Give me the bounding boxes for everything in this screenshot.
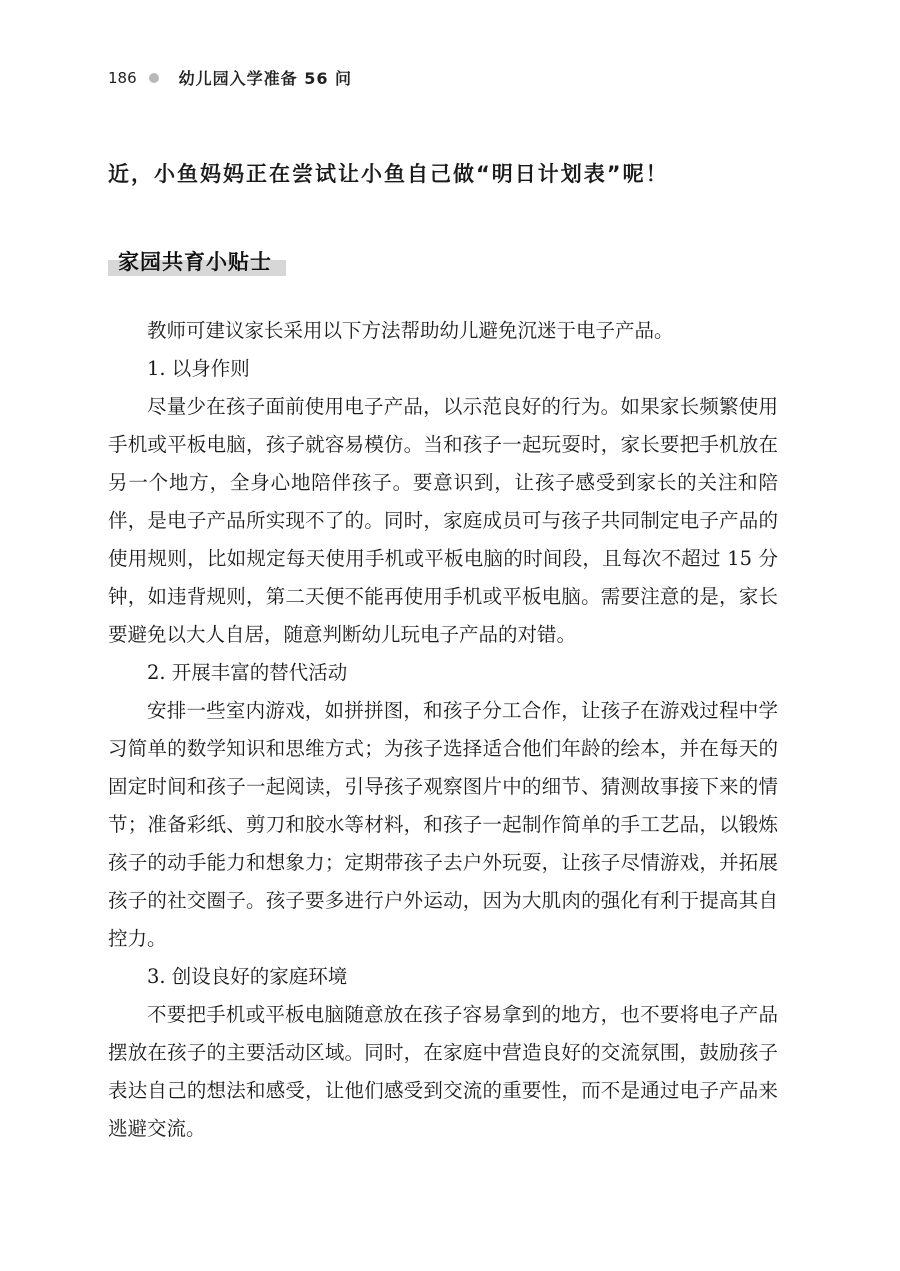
- section-title: 3. 创设良好的家庭环境: [147, 965, 348, 988]
- book-title: 幼儿园入学准备 56 问: [178, 69, 353, 88]
- page-number: 186: [108, 68, 137, 87]
- section-body: 尽量少在孩子面前使用电子产品，以示范良好的行为。如果家长频繁使用手机或平板电脑，孩子就容易模仿。当和孩子一起玩耍时，家长要把手机放在另一个地方，全身心地陪伴孩子。要意识到，让孩子感受到家长的关注和陪伴，是电子产品所实现不了的。同时，家庭成员可与孩子共同制定电子产品的使用规则，比如规定每天使用手机或平板电脑的时间段，且每次不超过 15 分钟，如违背规则，第二天便不能再使用手机或平板电脑。需要注意的是，家长要避免以大人自居，随意判断幼儿玩电子产品的对错。: [108, 395, 778, 646]
- section-body: 安排一些室内游戏，如拼拼图，和孩子分工合作，让孩子在游戏过程中学习简单的数学知识和思维方式；为孩子选择适合他们年龄的绘本，并在每天的固定时间和孩子一起阅读，引导孩子观察图片中的细节、猜测故事接下来的情节；准备彩纸、剪刀和胶水等材料，和孩子一起制作简单的手工艺品，以锻炼孩子的动手能力和想象力；定期带孩子去户外玩耍，让孩子尽情游戏，并拓展孩子的社交圈子。孩子要多进行户外运动，因为大肌肉的强化有利于提高其自控力。: [108, 699, 778, 950]
- section-title: 2. 开展丰富的替代活动: [147, 661, 348, 684]
- intro-paragraph: 教师可建议家长采用以下方法帮助幼儿避免沉迷于电子产品。: [147, 319, 674, 342]
- tip-heading: [108, 246, 272, 278]
- section-body: 不要把手机或平板电脑随意放在孩子容易拿到的地方，也不要将电子产品摆放在孩子的主要活动区域。同时，在家庭中营造良好的交流氛围，鼓励孩子表达自己的想法和感受，让他们感受到交流的重要性，而不是通过电子产品来逃避交流。: [108, 1003, 778, 1140]
- tip-heading-text: 家园共育小贴士: [118, 250, 272, 274]
- running-header: [108, 66, 352, 89]
- continuation-text: 近，小鱼妈妈正在尝试让小鱼自己做“明日计划表”呢！: [108, 162, 669, 186]
- section-title: 1. 以身作则: [147, 357, 250, 380]
- header-dot-icon: [149, 73, 159, 83]
- main-content: [108, 312, 778, 1148]
